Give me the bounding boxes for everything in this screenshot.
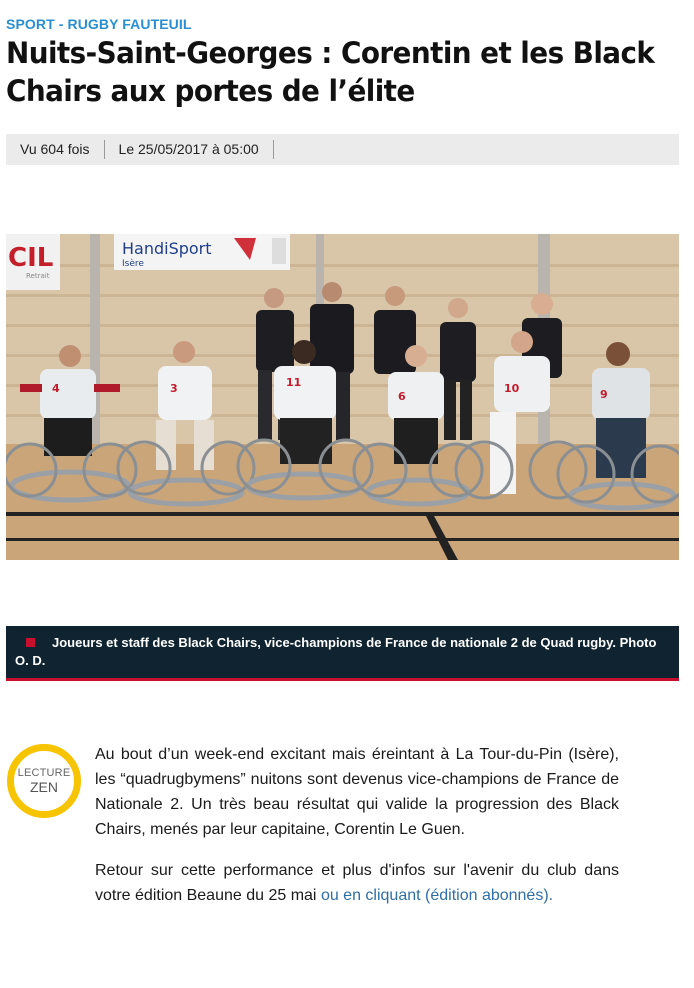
section-link[interactable]: SPORT [6, 16, 55, 32]
article-meta-bar [6, 134, 679, 165]
banner-isere: Isère [122, 259, 144, 269]
subscriber-edition-link[interactable]: ou en cliquant (édition abonnés). [320, 887, 554, 904]
article-body [95, 742, 619, 924]
caption-marker-icon [26, 638, 35, 647]
jersey-number: 10 [504, 382, 520, 395]
left-banner-sub: Retrait [26, 272, 50, 280]
jersey-number: 9 [600, 388, 608, 401]
caption-text: Joueurs et staff des Black Chairs, vice-champions de France de nationale 2 de Quad rugby. Photo O. D. [15, 635, 657, 668]
paragraph-2-text: Retour sur cette performance et plus d'infos sur l'avenir du club dans votre édition Beaune du 25 mai [95, 862, 619, 904]
photo-caption [6, 626, 679, 681]
kicker-separator: - [54, 16, 68, 32]
zen-label-top: LECTURE [17, 767, 71, 779]
jersey-number: 4 [52, 382, 60, 395]
zen-label-bottom: ZEN [30, 779, 58, 795]
publish-date: Le 25/05/2017 à 05:00 [105, 140, 274, 159]
jersey-number: 6 [398, 390, 406, 403]
article-title: Nuits-Saint-Georges : Corentin et les Black Chairs aux portes de l’élite [6, 36, 655, 108]
team-photo-illustration [6, 234, 679, 560]
article-paragraph-2 [95, 858, 619, 908]
article-photo[interactable] [6, 234, 679, 560]
banner-handisport: HandiSport [122, 239, 212, 258]
article-paragraph-1: Au bout d’un week-end excitant mais éreintant à La Tour-du-Pin (Isère), les “quadrugbymens” nuitons sont devenus vice-champions de France de Nationale 2. Un très beau résultat qui valide la progression des Black Chairs, menés par leur capitaine, Corentin Le Guen. [95, 746, 619, 838]
jersey-number: 11 [286, 376, 302, 389]
subsection-link[interactable]: RUGBY FAUTEUIL [67, 16, 192, 32]
left-banner-text: CIL [8, 243, 54, 273]
section-kicker [6, 16, 192, 32]
lecture-zen-button[interactable] [7, 744, 81, 818]
jersey-number: 3 [170, 382, 178, 395]
view-count: Vu 604 fois [6, 140, 105, 159]
